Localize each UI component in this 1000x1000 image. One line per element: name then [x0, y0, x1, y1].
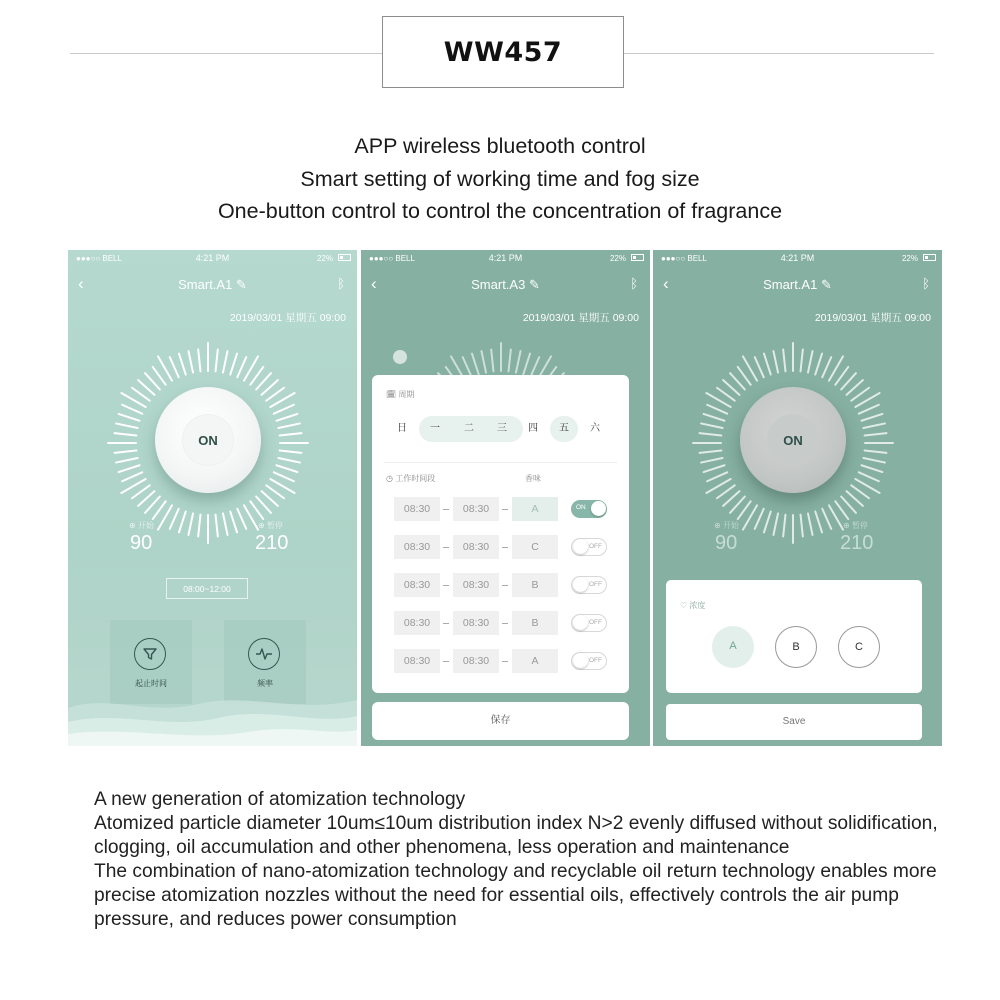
bluetooth-icon[interactable]: ᛒ — [630, 276, 638, 291]
clock: 4:21 PM — [195, 253, 230, 263]
device-title — [361, 277, 650, 293]
dial-tick — [863, 458, 885, 463]
dial-tick — [815, 354, 822, 375]
description-paragraph: A new generation of atomization technology — [94, 789, 466, 810]
battery-icon — [923, 254, 936, 261]
toggle-label: ON — [576, 504, 586, 511]
pause-label: ⊕ 暂停 — [843, 521, 868, 530]
datetime: 2019/03/01 星期五 09:00 — [522, 312, 639, 324]
day-button[interactable]: 二 — [464, 423, 474, 434]
start-label-text: 开始 — [722, 521, 739, 530]
start-label-text: 开始 — [137, 521, 154, 530]
time-dash — [502, 623, 508, 624]
dial-tick — [700, 433, 722, 435]
pause-value: 210 — [255, 532, 289, 554]
dial-tick — [237, 357, 246, 377]
dial-tick — [170, 357, 179, 377]
model-title-box — [382, 16, 624, 88]
start-value: 90 — [130, 532, 153, 554]
dial-tick — [509, 350, 511, 372]
dial-tick — [859, 472, 879, 481]
dial-tick — [132, 388, 150, 401]
week-label: 周期 — [398, 390, 415, 399]
dial-tick — [491, 350, 493, 372]
scent-cell[interactable]: B — [512, 611, 558, 635]
device-title — [653, 277, 942, 293]
dial-tick — [116, 423, 138, 428]
dial-tick — [153, 367, 166, 385]
save-button[interactable]: 保存 — [372, 702, 629, 740]
time-dash — [443, 509, 449, 510]
fragrance-header: 香味 — [525, 474, 541, 483]
nav-bar — [653, 272, 942, 298]
dial-tick — [122, 405, 142, 414]
dial-tick — [276, 465, 297, 472]
dial-tick — [216, 515, 218, 537]
battery-percent: 22% — [609, 254, 626, 263]
dial-tick — [119, 465, 140, 472]
nav-bar — [68, 272, 357, 298]
pause-label: ⊕ 暂停 — [258, 521, 283, 530]
period-header: ◷ 工作时间段 — [386, 474, 436, 483]
dial-tick — [783, 350, 785, 372]
dial-tick — [738, 501, 751, 519]
dial-tick — [822, 357, 831, 377]
dial-tick — [132, 485, 150, 498]
concentration-option-b[interactable]: B — [775, 626, 817, 668]
toggle-label: OFF — [589, 581, 602, 588]
time-dash — [443, 547, 449, 548]
dial-tick — [481, 351, 486, 373]
pause-label-text: 暂停 — [851, 521, 868, 530]
dial-tick — [119, 414, 140, 421]
edit-icon[interactable]: ✎ — [235, 277, 247, 292]
dial-tick — [179, 354, 186, 375]
battery-percent: 22% — [901, 254, 918, 263]
time-dash — [443, 623, 449, 624]
filter-icon — [134, 638, 166, 670]
dial-tick — [266, 485, 284, 498]
dial-tick — [717, 388, 735, 401]
dial-tick — [188, 513, 193, 535]
start-value: 90 — [715, 532, 738, 554]
dial-tick — [835, 367, 848, 385]
dial-tick — [116, 458, 138, 463]
time-range-button[interactable]: 08:00~12:00 — [166, 578, 248, 599]
dial-tick — [198, 515, 200, 537]
bluetooth-icon[interactable]: ᛒ — [337, 276, 345, 291]
dial-tick — [808, 351, 813, 373]
power-on-button[interactable] — [155, 387, 261, 493]
concentration-option-a[interactable]: A — [712, 626, 754, 668]
dial-tick — [861, 465, 882, 472]
end-time-cell[interactable]: 08:30 — [453, 535, 499, 559]
end-time-cell[interactable]: 08:30 — [453, 649, 499, 673]
day-button[interactable]: 五 — [559, 423, 569, 434]
feature-line: Smart setting of working time and fog size — [300, 166, 700, 191]
schedule-toggle[interactable] — [571, 652, 607, 670]
clock: 4:21 PM — [780, 253, 815, 263]
pause-label-text: 暂停 — [266, 521, 283, 530]
day-button[interactable]: 四 — [528, 423, 538, 434]
dial-tick — [773, 351, 778, 373]
status-bar — [653, 250, 942, 266]
device-name: Smart.A1 — [763, 277, 818, 292]
clock: 4:21 PM — [488, 253, 523, 263]
device-title — [68, 277, 357, 293]
dial-tick — [122, 472, 142, 481]
bluetooth-icon[interactable]: ᛒ — [922, 276, 930, 291]
dial-tick — [738, 367, 751, 385]
carrier-label: ●●●○○ BELL — [369, 254, 415, 263]
day-button[interactable]: 三 — [497, 423, 507, 434]
dial-tick — [861, 414, 882, 421]
status-bar — [361, 250, 650, 266]
device-name: Smart.A3 — [471, 277, 526, 292]
power-label: ON — [783, 432, 803, 448]
dial-tick — [701, 458, 723, 463]
dial-tick — [707, 405, 727, 414]
power-button-center — [767, 414, 819, 466]
schedule-toggle[interactable] — [571, 614, 607, 632]
waveform-icon — [248, 638, 280, 670]
time-dash — [502, 509, 508, 510]
device-name: Smart.A1 — [178, 277, 233, 292]
dial-tick — [701, 423, 723, 428]
dial-tick — [115, 433, 137, 435]
model-title: WW457 — [443, 36, 563, 68]
dial-tick — [859, 405, 879, 414]
day-button[interactable]: 六 — [590, 423, 600, 434]
status-bar — [68, 250, 357, 266]
concentration-label: 浓度 — [689, 601, 706, 610]
dial-tick — [188, 351, 193, 373]
description-paragraph: The combination of nano-atomization technology and recyclable oil return technology enables more precise atomization nozzles without the need for essential oils, effectively controls the air pump pressure, and reduces power consumption — [94, 861, 937, 930]
end-time-cell[interactable]: 08:30 — [453, 497, 499, 521]
dial-tick — [179, 511, 186, 532]
dial-tick — [276, 414, 297, 421]
dial-tick — [266, 388, 284, 401]
dial-tick — [808, 513, 813, 535]
back-icon[interactable]: ‹ — [371, 274, 377, 293]
dial-tick — [851, 485, 869, 498]
concentration-header: ♡ 浓度 — [680, 601, 706, 610]
nav-bar — [361, 272, 650, 298]
divider — [384, 462, 617, 463]
wave-decoration — [68, 686, 357, 746]
concentration-option-c[interactable]: C — [838, 626, 880, 668]
battery-icon — [631, 254, 644, 261]
toggle-knob — [573, 539, 588, 554]
datetime: 2019/03/01 星期五 09:00 — [229, 312, 346, 324]
dial-tick — [755, 357, 764, 377]
back-icon[interactable]: ‹ — [663, 274, 669, 293]
scent-cell[interactable]: A — [512, 497, 558, 521]
dial-tick — [274, 472, 294, 481]
end-time-cell[interactable]: 08:30 — [453, 573, 499, 597]
dial-tick — [472, 354, 479, 375]
day-button[interactable]: 日 — [397, 423, 407, 434]
toggle-label: OFF — [589, 657, 602, 664]
dial-tick — [278, 458, 300, 463]
power-label: ON — [198, 432, 218, 448]
header-line-right — [624, 53, 934, 54]
dial-tick — [523, 354, 530, 375]
datetime: 2019/03/01 星期五 09:00 — [814, 312, 931, 324]
dial-tick — [278, 423, 300, 428]
dial-tick — [115, 451, 137, 453]
start-label: ⊕ 开始 — [129, 521, 154, 530]
schedule-modal — [372, 375, 629, 693]
week-header: 🗓 周期 — [386, 390, 415, 399]
time-dash — [502, 585, 508, 586]
scent-cell[interactable]: B — [512, 573, 558, 597]
dial-tick — [153, 501, 166, 519]
dial-tick — [223, 513, 228, 535]
concentration-panel — [666, 580, 922, 693]
back-icon[interactable]: ‹ — [78, 274, 84, 293]
weekday-selector — [382, 415, 622, 447]
dial-tick — [230, 511, 237, 532]
dial-tick — [865, 451, 887, 453]
dial-tick — [700, 451, 722, 453]
dial-tick — [863, 423, 885, 428]
battery-icon — [338, 254, 351, 261]
dial-tick — [250, 501, 263, 519]
phone-screen-concentration — [653, 250, 942, 746]
toggle-knob — [591, 501, 606, 516]
start-time-cell[interactable]: 08:30 — [394, 573, 440, 597]
day-button[interactable]: 一 — [430, 423, 440, 434]
carrier-label: ●●●○○ BELL — [76, 254, 122, 263]
edit-icon[interactable]: ✎ — [820, 277, 832, 292]
dial-tick — [801, 350, 803, 372]
dial-tick — [815, 511, 822, 532]
dial-tick — [198, 350, 200, 372]
feature-line: APP wireless bluetooth control — [354, 134, 646, 158]
dial-tick — [516, 351, 521, 373]
dial-tick — [717, 485, 735, 498]
time-dash — [502, 547, 508, 548]
save-button[interactable]: Save — [666, 704, 922, 740]
pause-value: 210 — [840, 532, 874, 554]
start-time-cell[interactable]: 08:30 — [394, 649, 440, 673]
tile-label: 起止时间 — [135, 679, 167, 688]
phone-screen-main — [68, 250, 357, 746]
toggle-knob — [573, 615, 588, 630]
dial-tick — [170, 509, 179, 529]
dial-tick — [280, 451, 302, 453]
toggle-knob — [573, 577, 588, 592]
schedule-toggle[interactable] — [571, 500, 607, 518]
header-line-left — [70, 53, 382, 54]
dial-tick — [822, 509, 831, 529]
schedule-toggle[interactable] — [571, 538, 607, 556]
dial-tick — [274, 405, 294, 414]
dial-tick — [280, 433, 302, 435]
dial-tick — [773, 513, 778, 535]
start-time-cell[interactable]: 08:30 — [394, 535, 440, 559]
dial-tick — [704, 465, 725, 472]
dial-tick — [835, 501, 848, 519]
dial-tick — [764, 511, 771, 532]
dial-tick — [783, 515, 785, 537]
end-time-cell[interactable]: 08:30 — [453, 611, 499, 635]
dial-tick — [707, 472, 727, 481]
dial-tick — [216, 350, 218, 372]
dial-tick — [865, 433, 887, 435]
lightbulb-icon — [393, 350, 407, 364]
power-on-button[interactable] — [740, 387, 846, 493]
dial-tick — [223, 351, 228, 373]
toggle-label: OFF — [589, 543, 602, 550]
feature-list — [0, 130, 1000, 228]
dial-tick — [755, 509, 764, 529]
carrier-label: ●●●○○ BELL — [661, 254, 707, 263]
schedule-toggle[interactable] — [571, 576, 607, 594]
start-time-cell[interactable]: 08:30 — [394, 497, 440, 521]
dial-tick — [250, 367, 263, 385]
feature-line: One-button control to control the concentration of fragrance — [217, 199, 783, 223]
dial-tick — [237, 509, 246, 529]
scent-cell[interactable]: C — [512, 535, 558, 559]
battery-percent: 22% — [316, 254, 333, 263]
toggle-label: OFF — [589, 619, 602, 626]
dial-tick — [230, 354, 237, 375]
description-paragraph: Atomized particle diameter 10um≤10um distribution index N>2 evenly diffused without solidification, clogging, oil accumulation and other phenomena, less operation and maintenance — [94, 813, 938, 858]
edit-icon[interactable]: ✎ — [528, 277, 540, 292]
description — [94, 788, 954, 932]
dial-tick — [801, 515, 803, 537]
dial-tick — [704, 414, 725, 421]
start-label: ⊕ 开始 — [714, 521, 739, 530]
start-time-cell[interactable]: 08:30 — [394, 611, 440, 635]
scent-cell[interactable]: A — [512, 649, 558, 673]
toggle-knob — [573, 653, 588, 668]
dial-tick — [764, 354, 771, 375]
time-dash — [443, 661, 449, 662]
power-button-center — [182, 414, 234, 466]
phone-screen-schedule — [361, 250, 650, 746]
period-label: 工作时间段 — [395, 474, 436, 483]
dial-tick — [851, 388, 869, 401]
tile-label: 频率 — [257, 679, 273, 688]
time-dash — [502, 661, 508, 662]
time-dash — [443, 585, 449, 586]
